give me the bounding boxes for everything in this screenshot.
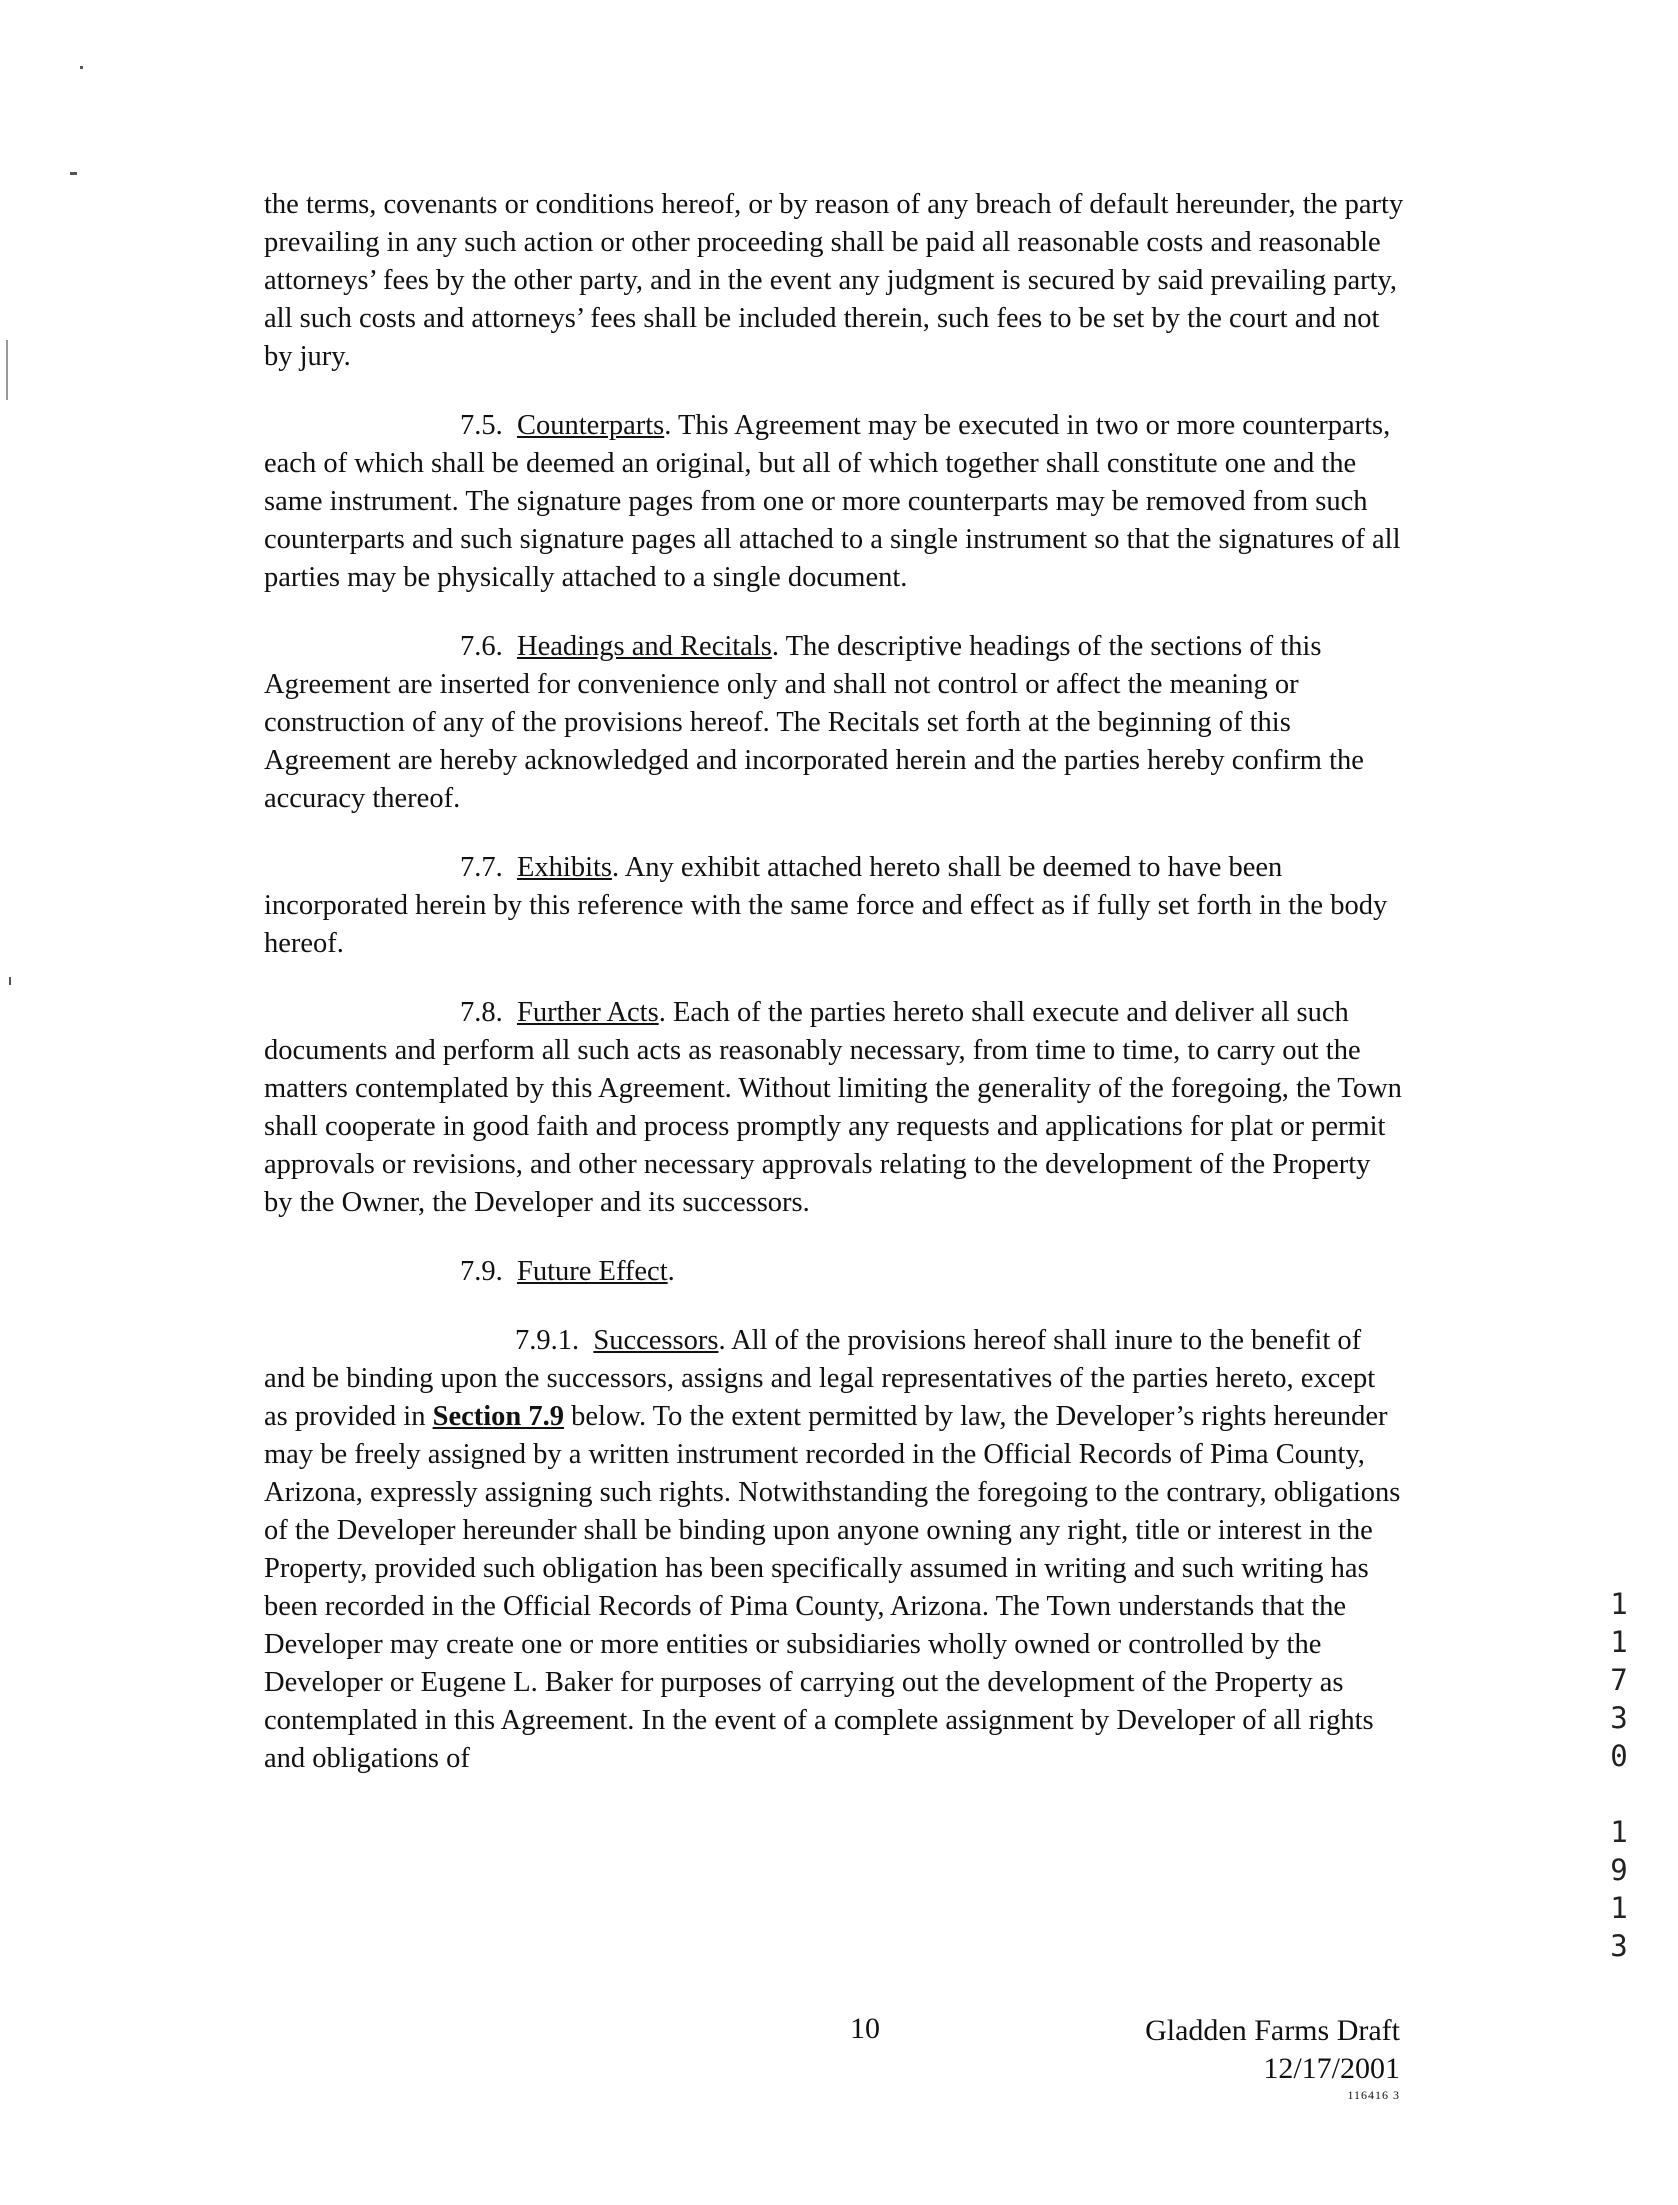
scan-speck	[9, 977, 11, 985]
section-text: . Each of the parties hereto shall execute and deliver all such documents and perform all such acts as reasonably necessary, from time to time, to carry out the matters contemplated by this Agreement. Without limiting the generality of the foregoing, the Town shall cooperate in good faith and process promptly any requests and applications for plat or permit approvals or revisions, and other necessary approvals relating to the development of the Property by the Owner, the Developer and its successors.	[264, 997, 1402, 1218]
page-number: 10	[850, 2012, 880, 2045]
section-number: 7.5.	[460, 410, 503, 441]
stamp-digit: 3	[1610, 1701, 1628, 1735]
section-number: 7.6.	[460, 631, 503, 662]
stamp-digit: 1	[1610, 1587, 1628, 1621]
section-7-7-exhibits	[264, 849, 1404, 963]
section-heading: Headings and Recitals	[517, 631, 772, 662]
section-number: 7.7.	[460, 852, 503, 883]
recording-stamp	[1604, 1585, 1634, 1965]
section-heading: Future Effect	[517, 1256, 668, 1287]
section-number: 7.9.	[460, 1256, 503, 1287]
paragraph-7-4-continuation	[264, 186, 1404, 376]
section-text: . This Agreement may be executed in two or more counterparts, each of which shall be deemed an original, but all of which together shall constitute one and the same instrument. The signature pages from one or more counterparts may be removed from such counterparts and such signature pages all attached to a single instrument so that the signatures of all parties may be physically attached to a single document.	[264, 410, 1401, 593]
stamp-gap	[1604, 1775, 1634, 1813]
section-heading: Counterparts	[517, 410, 665, 441]
footer-doc-date: 12/17/2001	[1263, 2052, 1400, 2085]
paragraph-text: the terms, covenants or conditions hereof, or by reason of any breach of default hereunder, the party prevailing in any such action or other proceeding shall be paid all reasonable costs and reasonable attorneys’ fees by the other party, and in the event any judgment is secured by said prevailing party, all such costs and attorneys’ fees shall be included therein, such fees to be set by the court and not by jury.	[264, 189, 1404, 372]
section-7-8-further-acts	[264, 994, 1404, 1222]
scan-speck	[6, 340, 8, 400]
stamp-digit: 9	[1610, 1853, 1628, 1887]
stamp-digit: 1	[1610, 1891, 1628, 1925]
section-7-9-future-effect	[264, 1253, 1404, 1291]
section-text: .	[667, 1256, 675, 1287]
section-7-6-headings-and-recitals	[264, 628, 1404, 818]
section-reference: Section 7.9	[432, 1401, 565, 1432]
stamp-digit: 1	[1610, 1815, 1628, 1849]
stamp-digit: 1	[1610, 1625, 1628, 1659]
stamp-digit: 3	[1610, 1929, 1628, 1963]
section-text: below. To the extent permitted by law, the Developer’s rights hereunder may be freely assigned by a written instrument recorded in the Official Records of Pima County, Arizona, expressly assigning such rights. Notwithstanding the foregoing to the contrary, obligations of the Developer hereunder shall be binding upon anyone owning any right, title or interest in the Property, provided such obligation has been specifically assumed in writing and such writing has been recorded in the Official Records of Pima County, Arizona. The Town understands that the Developer may create one or more entities or subsidiaries wholly owned or controlled by the Developer or Eugene L. Baker for purposes of carrying out the development of the Property as contemplated in this Agreement. In the event of a complete assignment by Developer of all rights and obligations of	[264, 1401, 1401, 1774]
stamp-digit: 7	[1610, 1663, 1628, 1697]
footer-document-info	[1145, 2012, 1400, 2088]
scan-speck	[80, 66, 83, 69]
footer-doc-title: Gladden Farms Draft	[1145, 2014, 1400, 2047]
section-text: . All of the provisions hereof shall inure to the benefit of and be binding upon the successors, assigns and legal representatives of the parties hereto, except as provided in	[264, 1325, 1376, 1432]
section-7-5-counterparts	[264, 407, 1404, 597]
section-heading: Exhibits	[517, 852, 613, 883]
document-body	[264, 186, 1404, 1809]
section-number: 7.9.1.	[515, 1325, 580, 1356]
section-heading: Successors	[593, 1325, 719, 1356]
scan-speck	[70, 172, 77, 175]
section-text: . The descriptive headings of the sections of this Agreement are inserted for convenience only and shall not control or affect the meaning or construction of any of the provisions hereof. The Recitals set forth at the beginning of this Agreement are hereby acknowledged and incorporated herein and the parties hereby confirm the accuracy thereof.	[264, 631, 1364, 814]
section-7-9-1-successors	[264, 1322, 1404, 1778]
section-text: . Any exhibit attached hereto shall be deemed to have been incorporated herein by this reference with the same force and effect as if fully set forth in the body hereof.	[264, 852, 1388, 959]
section-heading: Further Acts	[517, 997, 659, 1028]
stamp-digit: 0	[1610, 1739, 1628, 1773]
section-number: 7.8.	[460, 997, 503, 1028]
footer-doc-code: 116416 3	[1347, 2088, 1400, 2102]
